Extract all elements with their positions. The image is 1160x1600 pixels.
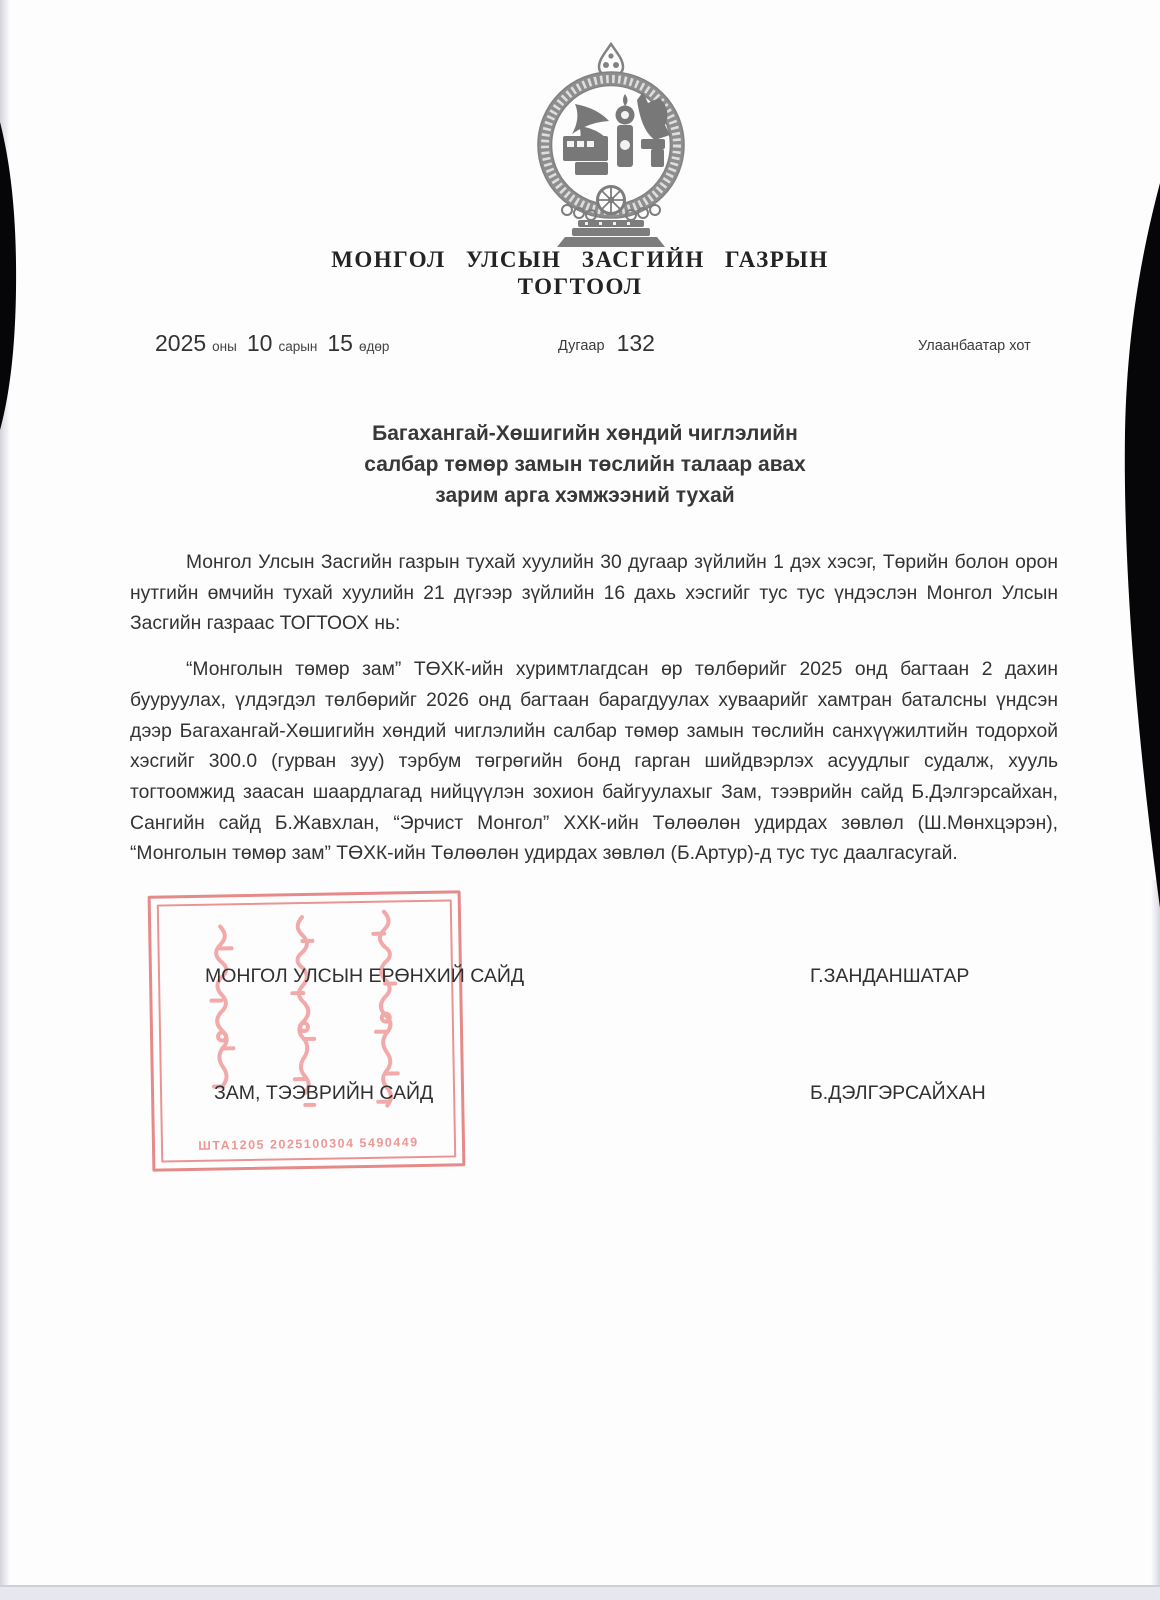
date-year: 2025 xyxy=(155,330,207,356)
date-month: 10 xyxy=(246,330,273,356)
date-year-label: оны xyxy=(212,339,237,354)
official-red-stamp xyxy=(148,890,466,1171)
org-title-line1: МОНГОЛ УЛСЫН ЗАСГИЙН ГАЗРЫН xyxy=(331,247,829,272)
page-right-edge-shadow xyxy=(1151,880,1160,1600)
paragraph-resolution: “Монголын төмөр зам” ТӨХК-ийн хуримтлагдсан өр төлбөрийг 2025 онд багтаан 2 дахин бууруулах, үлдэгдэл төлбөрийг 2026 онд багтаан барагдуулах хуваарийг хамтран баталсны үндсэн дээр Багахангай-Хөшигийн хөндий чиглэлийн салбар төмөр замын төслийн санхүүжилтийн тодорхой хэсгийг 300.0 (гурван зуу) тэрбум төгрөгийн бонд гарган шийдвэрлэх асуудлыг судалж, хууль тогтоомжид заасан шаардлагад нийцүүлэн зохион байгуулахыг Зам, тээврийн сайд Б.Дэлгэрсайхан, Сангийн сайд Б.Жавхлан, “Эрчист Монгол” ХХК-ийн Төлөөлөн удирдах зөвлөл (Ш.Мөнхцэрэн), “Монголын төмөр зам” ТӨХК-ийн Төлөөлөн удирдах зөвлөл (Б.Артур)-д тус тус даалгасугай. xyxy=(130,659,1058,865)
subject-heading: Багахангай-Хөшигийн хөндий чиглэлийн салбар төмөр замын төслийн талаар авах зарим арга хэмжээний тухай xyxy=(364,422,806,507)
document-body xyxy=(130,548,1058,870)
mongolian-state-emblem-icon xyxy=(525,42,697,247)
dateline xyxy=(0,330,1160,370)
signer-name: Б.ДЭЛГЭРСАЙХАН xyxy=(810,1082,986,1104)
date-day: 15 xyxy=(327,330,353,356)
city-label: Улаанбаатар хот xyxy=(918,338,1031,354)
number-value: 132 xyxy=(616,330,655,356)
date-day-label: өдөр xyxy=(358,339,390,354)
date-month-label: сарын xyxy=(278,339,318,354)
org-title-line2: ТОГТООЛ xyxy=(517,274,643,299)
date-group xyxy=(155,330,399,356)
page-left-edge-shadow xyxy=(0,0,10,1600)
document-header-title xyxy=(0,246,1160,300)
paragraph-legal-basis: Монгол Улсын Засгийн газрын тухай хуулийн 30 дугаар зүйлийн 1 дэх хэсэг, Төрийн болон орон нутгийн өмчийн тухай хуулийн 21 дүгээр зүйлийн 16 дахь хэсгийг тус тус үндэслэн Монгол Улсын Засгийн газраас ТОГТООХ нь: xyxy=(130,552,1058,635)
number-group xyxy=(558,330,655,356)
signer-title: ЗАМ, ТЭЭВРИЙН САЙД xyxy=(214,1082,434,1104)
number-label: Дугаар xyxy=(558,338,605,354)
page-bottom-edge-shadow xyxy=(0,1585,1160,1600)
signer-name: Г.ЗАНДАНШАТАР xyxy=(810,965,970,987)
stamp-serial-number: ШТА1205 2025100304 5490449 xyxy=(198,1135,419,1153)
signer-title: МОНГОЛ УЛСЫН ЕРӨНХИЙ САЙД xyxy=(205,965,525,987)
